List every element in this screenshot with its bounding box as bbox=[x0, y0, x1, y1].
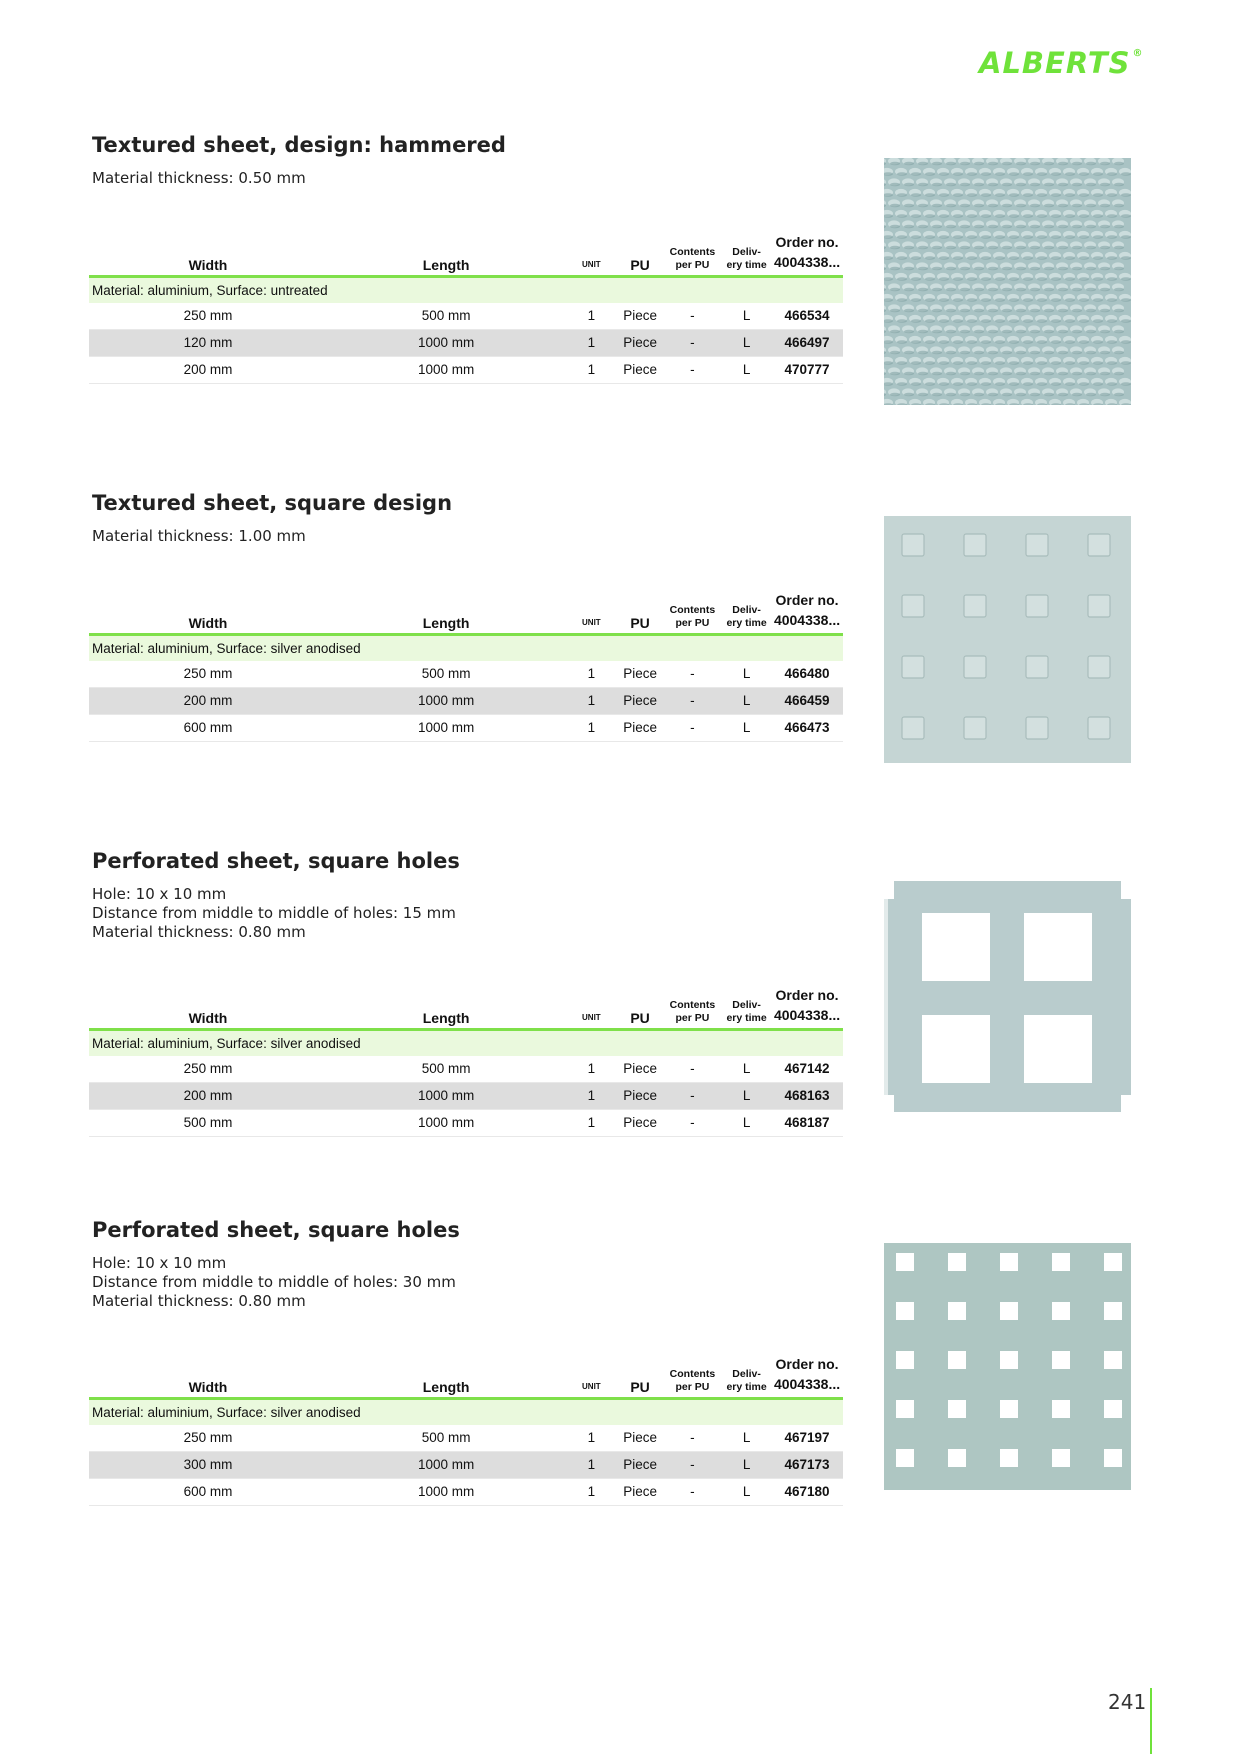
cell-order-no: 467180 bbox=[771, 1479, 843, 1506]
cell-delivery: L bbox=[722, 357, 771, 384]
table-row bbox=[89, 1452, 843, 1479]
cell-contents: - bbox=[663, 715, 722, 742]
cell-unit: 1 bbox=[565, 715, 617, 742]
cell-delivery: L bbox=[722, 1425, 771, 1452]
cell-pu: Piece bbox=[617, 1452, 662, 1479]
spec-line: Hole: 10 x 10 mm bbox=[92, 1254, 227, 1272]
spec-line: Hole: 10 x 10 mm bbox=[92, 885, 227, 903]
cell-unit: 1 bbox=[565, 1452, 617, 1479]
table-header-row bbox=[89, 1354, 843, 1399]
cell-width: 120 mm bbox=[89, 330, 327, 357]
cell-pu: Piece bbox=[617, 1479, 662, 1506]
header-contents-text: per PU bbox=[675, 1012, 710, 1024]
material-row bbox=[89, 1030, 843, 1057]
product-table bbox=[89, 232, 843, 384]
header-width-text: Width bbox=[188, 1379, 228, 1395]
cell-contents: - bbox=[663, 1479, 722, 1506]
cell-pu: Piece bbox=[617, 688, 662, 715]
cell-length: 1000 mm bbox=[327, 1452, 565, 1479]
header-length-text: Length bbox=[422, 1379, 470, 1395]
table-header-row bbox=[89, 985, 843, 1030]
cell-length: 1000 mm bbox=[327, 688, 565, 715]
cell-contents: - bbox=[663, 330, 722, 357]
cell-order-no: 470777 bbox=[771, 357, 843, 384]
header-length-text: Length bbox=[422, 615, 470, 631]
header-delivery bbox=[722, 232, 771, 277]
cell-delivery: L bbox=[722, 715, 771, 742]
header-unit bbox=[565, 985, 617, 1030]
cell-unit: 1 bbox=[565, 1425, 617, 1452]
header-delivery bbox=[722, 985, 771, 1030]
cell-order-no: 466459 bbox=[771, 688, 843, 715]
cell-length: 500 mm bbox=[327, 661, 565, 688]
table-row bbox=[89, 1083, 843, 1110]
cell-width: 600 mm bbox=[89, 1479, 327, 1506]
header-length bbox=[327, 985, 565, 1030]
spec-line: Material thickness: 1.00 mm bbox=[92, 527, 306, 545]
spec-line: Material thickness: 0.50 mm bbox=[92, 169, 306, 187]
header-pu-text: PU bbox=[630, 257, 650, 273]
cell-pu: Piece bbox=[617, 330, 662, 357]
product-table bbox=[89, 1354, 843, 1506]
cell-width: 250 mm bbox=[89, 303, 327, 330]
header-pu bbox=[617, 985, 662, 1030]
header-delivery-text: ery time bbox=[726, 617, 767, 629]
product-specs bbox=[92, 885, 456, 942]
header-contents-text: per PU bbox=[675, 259, 710, 271]
header-order-no-text: Order no. bbox=[775, 1356, 839, 1372]
cell-length: 1000 mm bbox=[327, 1083, 565, 1110]
cell-order-no: 467173 bbox=[771, 1452, 843, 1479]
header-width-text: Width bbox=[188, 615, 228, 631]
cell-length: 500 mm bbox=[327, 1056, 565, 1083]
cell-width: 250 mm bbox=[89, 661, 327, 688]
header-order-no-text: 4004338... bbox=[773, 1376, 841, 1392]
product-title: Perforated sheet, square holes bbox=[92, 849, 460, 873]
cell-contents: - bbox=[663, 1452, 722, 1479]
cell-pu: Piece bbox=[617, 303, 662, 330]
spec-line: Distance from middle to middle of holes: 30 mm bbox=[92, 1273, 456, 1291]
cell-pu: Piece bbox=[617, 357, 662, 384]
cell-delivery: L bbox=[722, 661, 771, 688]
header-delivery-text: Deliv- bbox=[732, 604, 761, 616]
header-unit-text: UNIT bbox=[582, 1013, 601, 1022]
cell-pu: Piece bbox=[617, 1110, 662, 1137]
page-number: 241 bbox=[1108, 1690, 1147, 1714]
registered-mark: ® bbox=[1132, 48, 1144, 59]
cell-order-no: 468187 bbox=[771, 1110, 843, 1137]
cell-contents: - bbox=[663, 688, 722, 715]
cell-unit: 1 bbox=[565, 357, 617, 384]
material-label: Material: aluminium, Surface: silver anodised bbox=[89, 1399, 843, 1426]
material-row bbox=[89, 635, 843, 662]
cell-pu: Piece bbox=[617, 715, 662, 742]
cell-width: 200 mm bbox=[89, 1083, 327, 1110]
table-row bbox=[89, 330, 843, 357]
cell-delivery: L bbox=[722, 688, 771, 715]
header-width bbox=[89, 232, 327, 277]
perforated-small-image bbox=[884, 1243, 1131, 1490]
header-pu-text: PU bbox=[630, 1379, 650, 1395]
cell-length: 500 mm bbox=[327, 303, 565, 330]
header-pu bbox=[617, 232, 662, 277]
cell-unit: 1 bbox=[565, 1056, 617, 1083]
header-length bbox=[327, 232, 565, 277]
product-specs bbox=[92, 527, 306, 546]
material-label: Material: aluminium, Surface: untreated bbox=[89, 277, 843, 304]
header-order-no bbox=[771, 985, 843, 1030]
cell-pu: Piece bbox=[617, 661, 662, 688]
cell-delivery: L bbox=[722, 1083, 771, 1110]
header-delivery-text: ery time bbox=[726, 259, 767, 271]
material-label: Material: aluminium, Surface: silver anodised bbox=[89, 635, 843, 662]
header-length bbox=[327, 1354, 565, 1399]
header-order-no-text: 4004338... bbox=[773, 254, 841, 270]
header-order-no-text: Order no. bbox=[775, 987, 839, 1003]
header-delivery-text: Deliv- bbox=[732, 999, 761, 1011]
header-unit bbox=[565, 590, 617, 635]
cell-contents: - bbox=[663, 303, 722, 330]
cell-length: 500 mm bbox=[327, 1425, 565, 1452]
perforated-large-image bbox=[884, 873, 1131, 1120]
table-header-row bbox=[89, 590, 843, 635]
header-delivery-text: Deliv- bbox=[732, 1368, 761, 1380]
header-pu bbox=[617, 590, 662, 635]
cell-unit: 1 bbox=[565, 1479, 617, 1506]
cell-pu: Piece bbox=[617, 1056, 662, 1083]
cell-width: 300 mm bbox=[89, 1452, 327, 1479]
header-contents-text: Contents bbox=[669, 999, 716, 1011]
cell-length: 1000 mm bbox=[327, 330, 565, 357]
header-order-no bbox=[771, 232, 843, 277]
header-delivery-text: Deliv- bbox=[732, 246, 761, 258]
spec-line: Distance from middle to middle of holes: 15 mm bbox=[92, 904, 456, 922]
table-row bbox=[89, 1110, 843, 1137]
cell-order-no: 466480 bbox=[771, 661, 843, 688]
header-contents bbox=[663, 1354, 722, 1399]
product-table bbox=[89, 985, 843, 1137]
table-row bbox=[89, 1056, 843, 1083]
header-unit bbox=[565, 1354, 617, 1399]
header-unit-text: UNIT bbox=[582, 618, 601, 627]
header-width bbox=[89, 590, 327, 635]
product-specs bbox=[92, 169, 306, 188]
cell-length: 1000 mm bbox=[327, 1110, 565, 1137]
table-row bbox=[89, 715, 843, 742]
header-contents bbox=[663, 232, 722, 277]
header-order-no-text: Order no. bbox=[775, 234, 839, 250]
header-unit-text: UNIT bbox=[582, 260, 601, 269]
header-unit-text: UNIT bbox=[582, 1382, 601, 1391]
cell-contents: - bbox=[663, 1425, 722, 1452]
cell-contents: - bbox=[663, 1110, 722, 1137]
table-row bbox=[89, 303, 843, 330]
cell-order-no: 468163 bbox=[771, 1083, 843, 1110]
header-contents bbox=[663, 590, 722, 635]
cell-order-no: 467142 bbox=[771, 1056, 843, 1083]
cell-width: 500 mm bbox=[89, 1110, 327, 1137]
header-contents-text: per PU bbox=[675, 1381, 710, 1393]
table-row bbox=[89, 1479, 843, 1506]
header-order-no-text: Order no. bbox=[775, 592, 839, 608]
header-contents-text: Contents bbox=[669, 246, 716, 258]
header-order-no-text: 4004338... bbox=[773, 612, 841, 628]
header-order-no bbox=[771, 1354, 843, 1399]
cell-unit: 1 bbox=[565, 661, 617, 688]
product-title: Textured sheet, square design bbox=[92, 491, 453, 515]
cell-delivery: L bbox=[722, 1452, 771, 1479]
cell-contents: - bbox=[663, 1056, 722, 1083]
cell-width: 200 mm bbox=[89, 688, 327, 715]
header-length-text: Length bbox=[422, 257, 470, 273]
header-width bbox=[89, 1354, 327, 1399]
material-label: Material: aluminium, Surface: silver anodised bbox=[89, 1030, 843, 1057]
cell-contents: - bbox=[663, 661, 722, 688]
header-contents bbox=[663, 985, 722, 1030]
header-length-text: Length bbox=[422, 1010, 470, 1026]
table-header-row bbox=[89, 232, 843, 277]
cell-delivery: L bbox=[722, 1056, 771, 1083]
cell-unit: 1 bbox=[565, 1083, 617, 1110]
cell-length: 1000 mm bbox=[327, 357, 565, 384]
table-row bbox=[89, 688, 843, 715]
cell-unit: 1 bbox=[565, 330, 617, 357]
header-width-text: Width bbox=[188, 1010, 228, 1026]
spec-line: Material thickness: 0.80 mm bbox=[92, 923, 306, 941]
hammered-texture-image bbox=[884, 158, 1131, 405]
cell-unit: 1 bbox=[565, 303, 617, 330]
page-marker-bar bbox=[1150, 1688, 1152, 1754]
cell-contents: - bbox=[663, 357, 722, 384]
cell-pu: Piece bbox=[617, 1083, 662, 1110]
material-row bbox=[89, 1399, 843, 1426]
cell-order-no: 466473 bbox=[771, 715, 843, 742]
header-order-no-text: 4004338... bbox=[773, 1007, 841, 1023]
cell-pu: Piece bbox=[617, 1425, 662, 1452]
header-contents-text: Contents bbox=[669, 604, 716, 616]
header-pu bbox=[617, 1354, 662, 1399]
brand-name: ALBERTS bbox=[979, 46, 1131, 80]
cell-width: 200 mm bbox=[89, 357, 327, 384]
header-contents-text: Contents bbox=[669, 1368, 716, 1380]
header-pu-text: PU bbox=[630, 1010, 650, 1026]
header-unit bbox=[565, 232, 617, 277]
cell-width: 250 mm bbox=[89, 1056, 327, 1083]
cell-delivery: L bbox=[722, 330, 771, 357]
cell-delivery: L bbox=[722, 303, 771, 330]
brand-logo bbox=[979, 46, 1144, 80]
header-pu-text: PU bbox=[630, 615, 650, 631]
product-title: Textured sheet, design: hammered bbox=[92, 133, 506, 157]
cell-width: 250 mm bbox=[89, 1425, 327, 1452]
table-row bbox=[89, 661, 843, 688]
header-width bbox=[89, 985, 327, 1030]
cell-delivery: L bbox=[722, 1479, 771, 1506]
square-embossed-image bbox=[884, 516, 1131, 763]
cell-delivery: L bbox=[722, 1110, 771, 1137]
header-delivery-text: ery time bbox=[726, 1012, 767, 1024]
table-row bbox=[89, 357, 843, 384]
cell-length: 1000 mm bbox=[327, 715, 565, 742]
header-delivery bbox=[722, 1354, 771, 1399]
table-row bbox=[89, 1425, 843, 1452]
cell-order-no: 466497 bbox=[771, 330, 843, 357]
cell-unit: 1 bbox=[565, 688, 617, 715]
material-row bbox=[89, 277, 843, 304]
header-width-text: Width bbox=[188, 257, 228, 273]
header-delivery-text: ery time bbox=[726, 1381, 767, 1393]
product-title: Perforated sheet, square holes bbox=[92, 1218, 460, 1242]
spec-line: Material thickness: 0.80 mm bbox=[92, 1292, 306, 1310]
product-specs bbox=[92, 1254, 456, 1311]
cell-order-no: 467197 bbox=[771, 1425, 843, 1452]
cell-contents: - bbox=[663, 1083, 722, 1110]
cell-width: 600 mm bbox=[89, 715, 327, 742]
header-length bbox=[327, 590, 565, 635]
header-order-no bbox=[771, 590, 843, 635]
cell-order-no: 466534 bbox=[771, 303, 843, 330]
product-table bbox=[89, 590, 843, 742]
header-delivery bbox=[722, 590, 771, 635]
cell-length: 1000 mm bbox=[327, 1479, 565, 1506]
header-contents-text: per PU bbox=[675, 617, 710, 629]
cell-unit: 1 bbox=[565, 1110, 617, 1137]
